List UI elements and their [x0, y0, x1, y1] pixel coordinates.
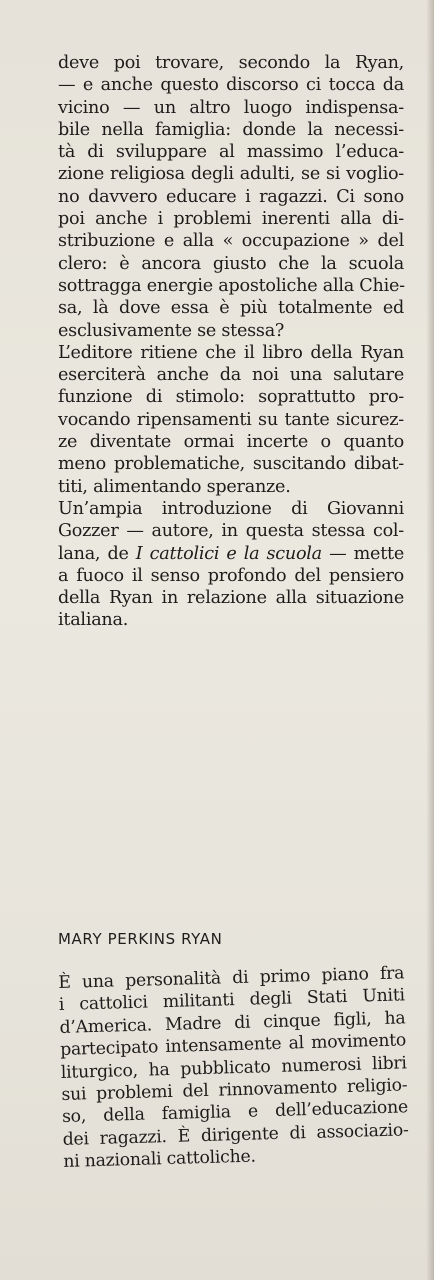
text-line: meno problematiche, suscitando dibat-	[58, 454, 404, 475]
text-line: sa, là dove essa è più totalmente ed	[58, 298, 404, 319]
bio-line: liturgico, ha pubblicato numerosi libri	[60, 1052, 407, 1083]
text-line: a fuoco il senso profondo del pensiero	[58, 565, 404, 586]
page-edge-shadow	[426, 0, 434, 1280]
text-line: stribuzione e alla « occupazione » del	[58, 231, 404, 252]
text-segment: lana, de	[58, 543, 129, 564]
bio-line: d’America. Madre di cinque figli, ha	[59, 1008, 406, 1038]
bio-line: ni nazionali cattoliche.	[63, 1146, 256, 1173]
text-line: bile nella famiglia: donde la necessi-	[58, 119, 404, 140]
bio-line: partecipato intensamente al movimento	[59, 1030, 407, 1061]
text-line: L’editore ritiene che il libro della Ryan	[58, 342, 404, 363]
text-line: Un’ampia introduzione di Giovanni	[58, 498, 404, 519]
text-line: sottragga energie apostoliche alla Chie-	[58, 275, 405, 296]
text-line: tà di sviluppare al massimo l’educa-	[58, 142, 404, 163]
text-line: deve poi trovare, secondo la Ryan,	[58, 53, 404, 73]
jacket-text	[58, 52, 404, 632]
text-line: Gozzer — autore, in questa stessa col-	[58, 521, 404, 542]
text-segment: — mette	[329, 543, 404, 564]
bio-line: sui problemi del rinnovamento religio-	[61, 1075, 408, 1105]
bio-line: È una personalità di primo piano fra	[58, 963, 405, 993]
text-line: eserciterà anche da noi una salutare	[58, 365, 404, 386]
author-bio	[58, 962, 409, 1173]
text-line: clero: è ancora giusto che la scuola	[58, 253, 404, 274]
text-line: poi anche i problemi inerenti alla di-	[58, 209, 404, 230]
bio-line: so, della famiglia e dell’educazione	[61, 1097, 409, 1128]
text-line: — e anche questo discorso ci tocca da	[58, 75, 404, 96]
text-line: funzione di stimolo: soprattutto pro-	[58, 387, 404, 408]
text-line-with-title	[58, 543, 404, 565]
text-line: ze diventate ormai incerte o quanto	[58, 432, 404, 453]
text-line: della Ryan in relazione alla situazione	[58, 588, 404, 609]
book-title: I cattolici e la scuola	[135, 543, 322, 564]
text-line: italiana.	[58, 610, 129, 631]
text-line: zione religiosa degli adulti, se si voglio-	[58, 164, 404, 185]
author-heading: MARY PERKINS RYAN	[58, 930, 223, 948]
text-line: esclusivamente se stessa?	[58, 320, 285, 341]
bio-line: dei ragazzi. È dirigente di associazio-	[62, 1120, 409, 1150]
text-line: titi, alimentando speranze.	[58, 476, 291, 497]
bio-line: i cattolici militanti degli Stati Uniti	[58, 985, 406, 1016]
text-line: vicino — un altro luogo indispensa-	[58, 97, 404, 118]
text-line: no davvero educare i ragazzi. Ci sono	[58, 186, 404, 207]
text-line: vocando ripensamenti su tante sicurez-	[58, 409, 404, 430]
